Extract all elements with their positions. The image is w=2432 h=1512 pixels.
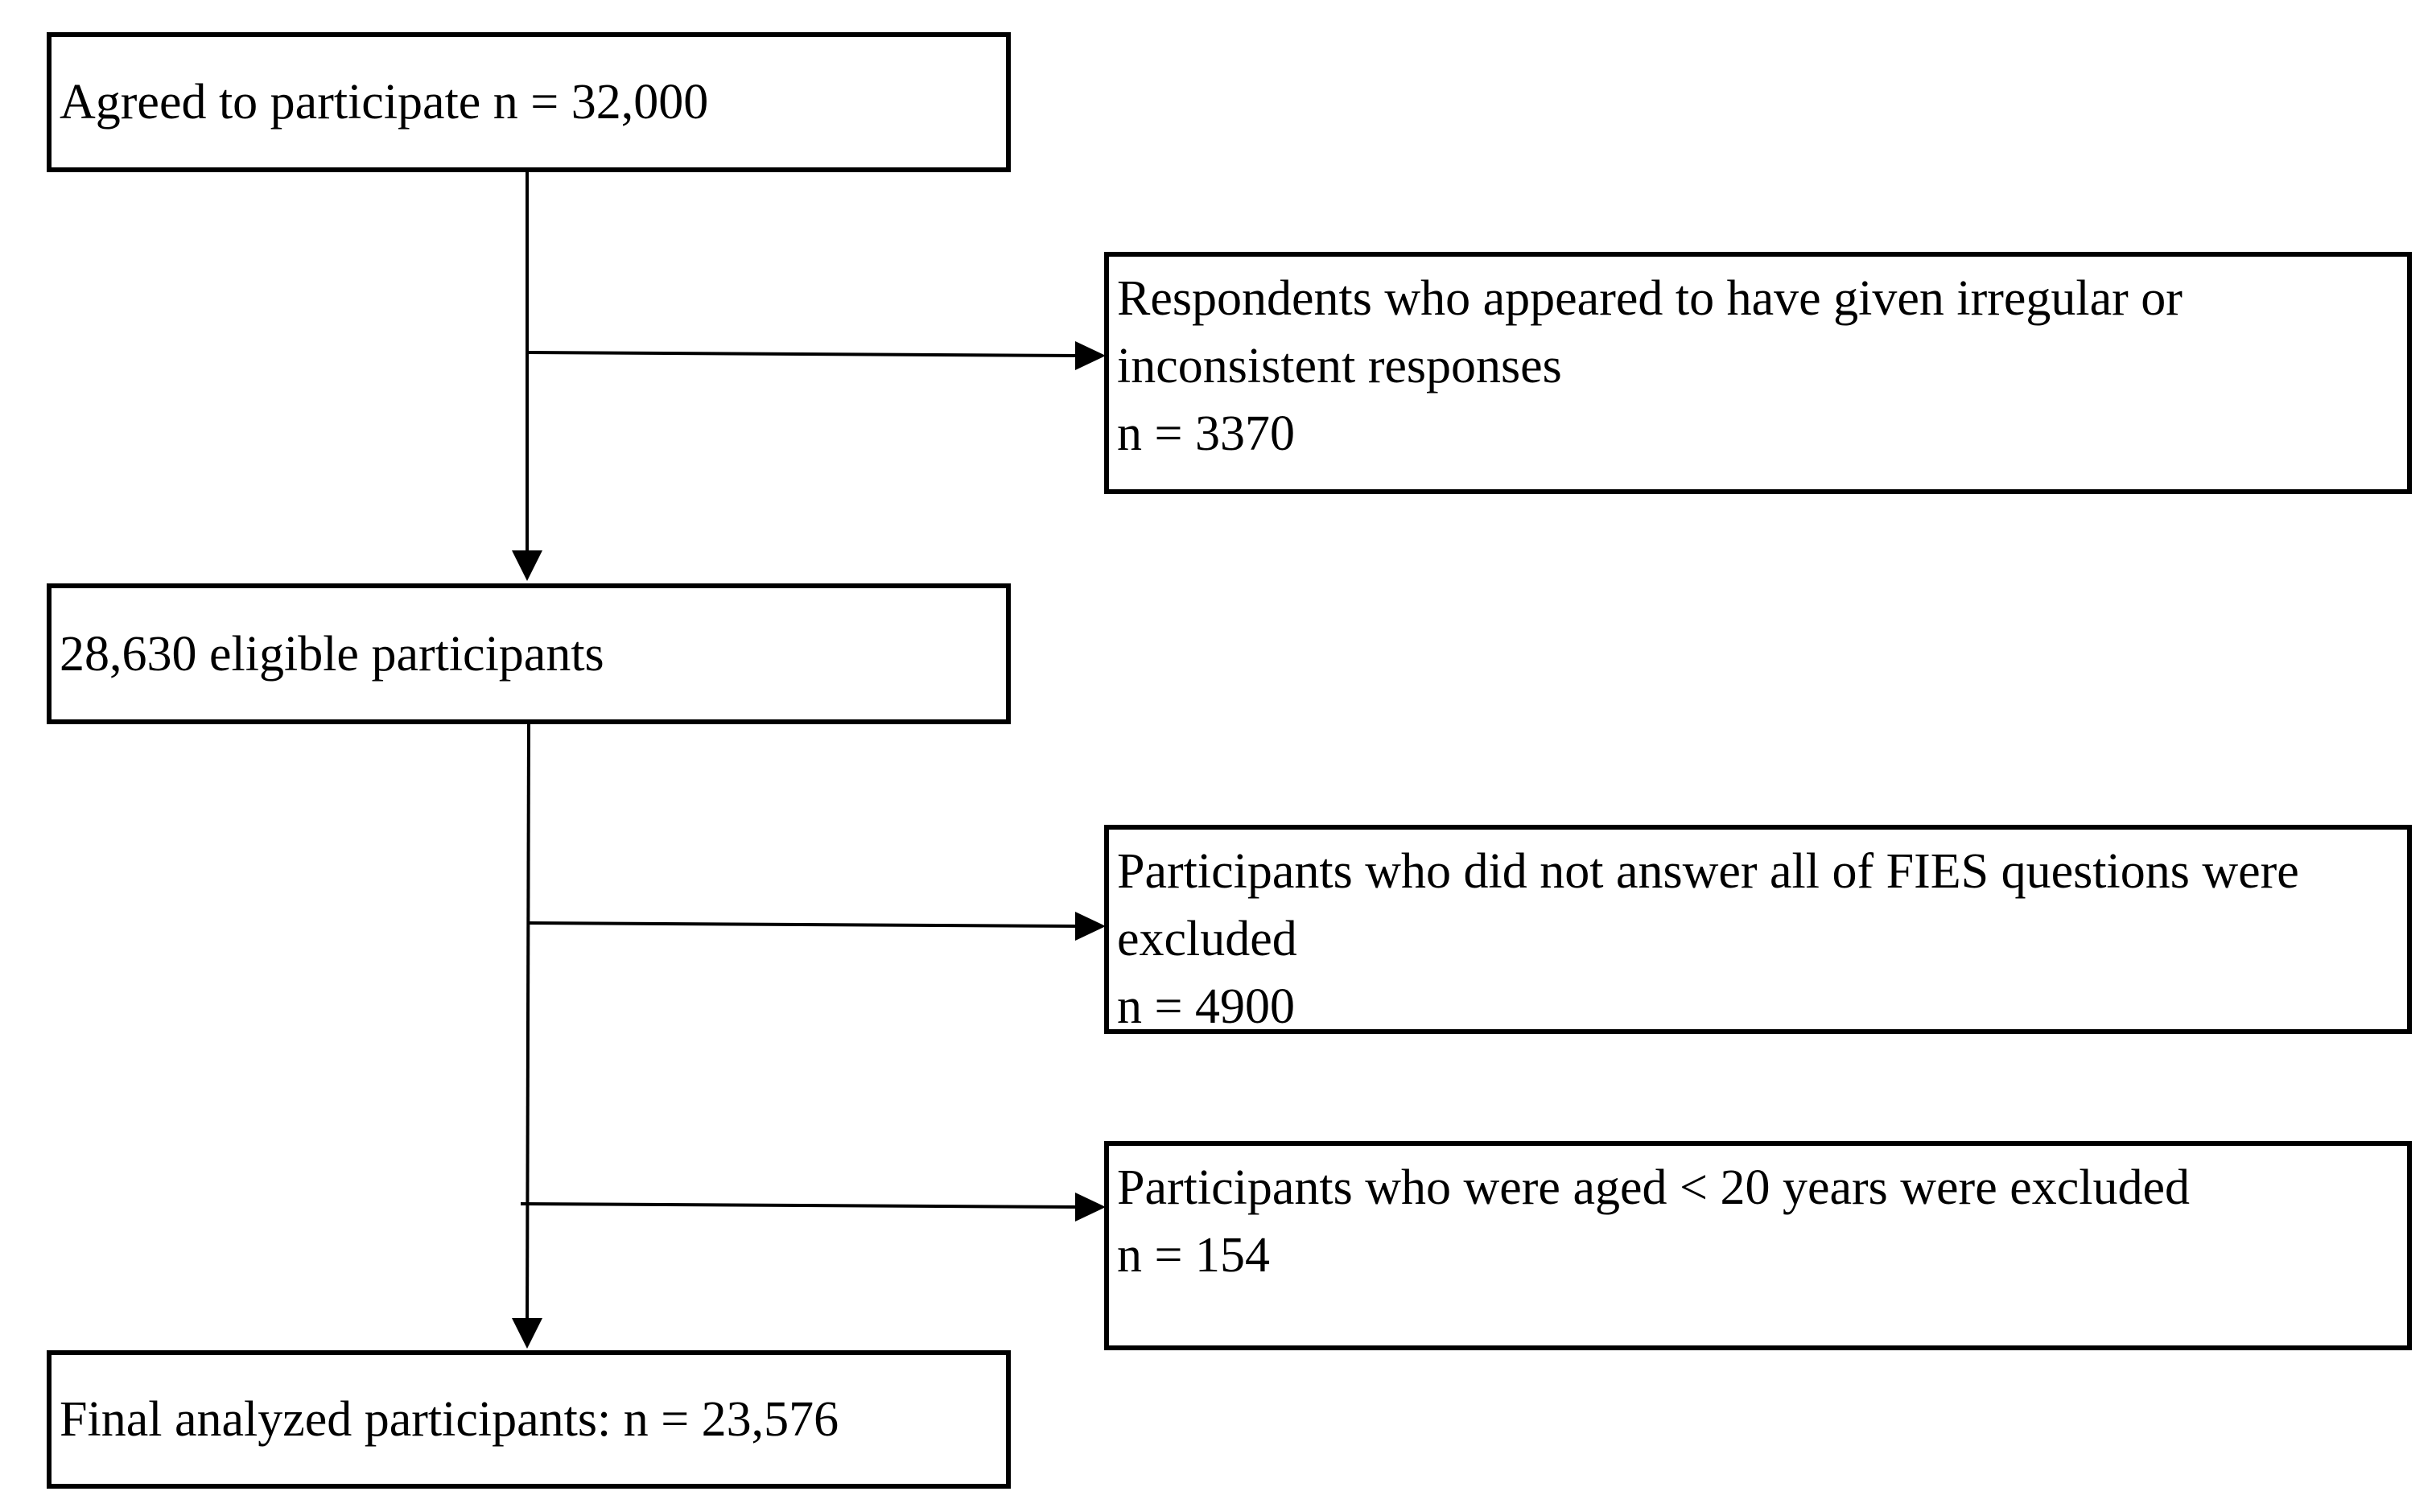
arrowhead-right-3: [1075, 1193, 1106, 1222]
arrowhead-down-bottom: [512, 1318, 542, 1349]
exclusion-fies-line-1: Participants who did not answer all of FIES questions were: [1117, 844, 2299, 899]
exclusion-fies-count: n = 4900: [1117, 979, 1295, 1034]
flow-line-bottom: [527, 724, 529, 1329]
arrowhead-right-1: [1075, 341, 1106, 370]
exclusion-age-line-1: Participants who were aged < 20 years were excluded: [1117, 1160, 2190, 1215]
branch-line-3: [521, 1204, 1082, 1207]
exclusion-irregular-line-1: Respondents who appeared to have given irregular or: [1117, 271, 2183, 326]
agreed-text: Agreed to participate n = 32,000: [60, 75, 709, 130]
final-text: Final analyzed participants: n = 23,576: [60, 1392, 839, 1447]
exclusion-box-irregular: [1104, 252, 2412, 494]
eligible-box: [47, 583, 1011, 724]
branch-line-2: [529, 923, 1082, 926]
exclusion-fies-line-2: excluded: [1117, 912, 1297, 966]
exclusion-age-count: n = 154: [1117, 1228, 1270, 1283]
exclusion-box-fies: [1104, 825, 2412, 1034]
exclusion-irregular-line-2: inconsistent responses: [1117, 339, 1562, 393]
final-box: [47, 1350, 1011, 1489]
branch-line-1: [527, 352, 1082, 356]
eligible-text: 28,630 eligible participants: [60, 626, 604, 682]
agreed-box: [47, 32, 1011, 172]
arrowhead-down-top: [512, 550, 542, 581]
exclusion-irregular-count: n = 3370: [1117, 406, 1295, 461]
exclusion-box-age: [1104, 1141, 2412, 1350]
arrowhead-right-2: [1075, 912, 1106, 941]
